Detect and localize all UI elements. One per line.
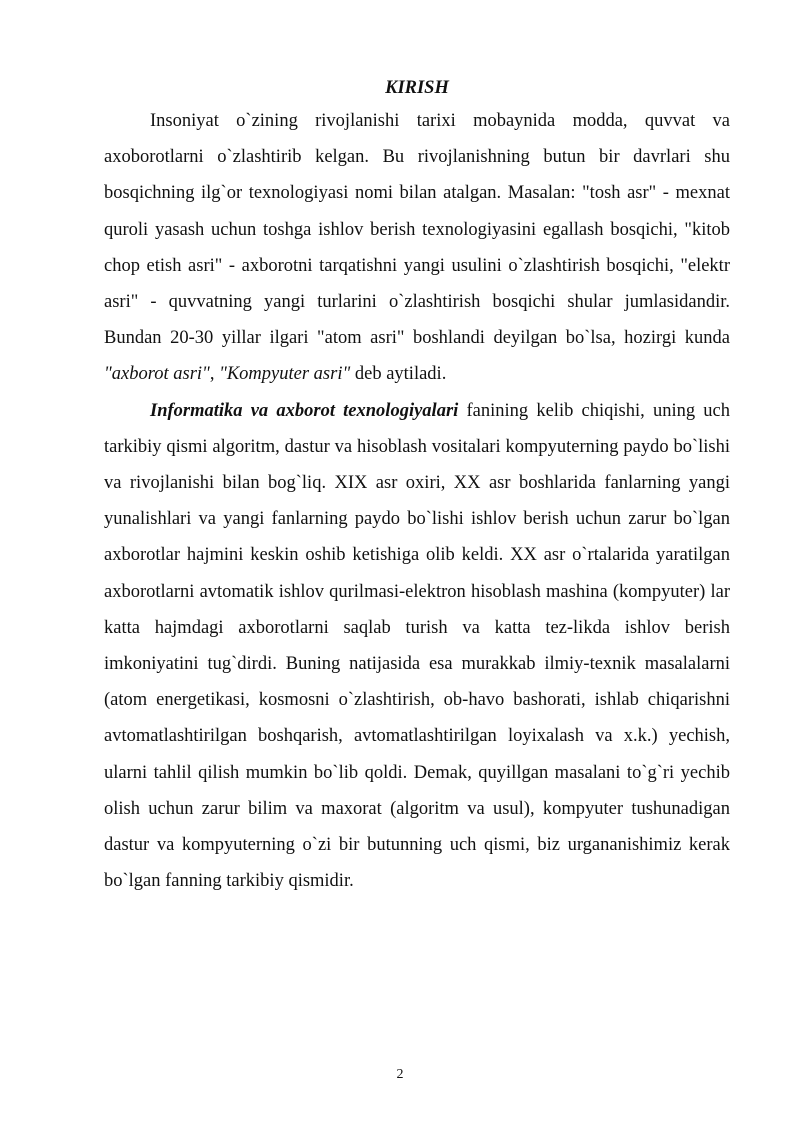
paragraph-informatika bbox=[104, 393, 730, 900]
page-number: 2 bbox=[396, 1067, 404, 1082]
emphasis-axborot-asri: "axborot asri" bbox=[104, 364, 210, 385]
emphasis-kompyuter-asri: "Kompyuter asri" bbox=[219, 364, 351, 385]
document-page bbox=[104, 74, 730, 899]
paragraph-informatika-text: fanining kelib chiqishi, uning uch tarkibiy qismi algoritm, dastur va hisoblash vositalari kompyuterning paydo bo`lishi va rivojlanishi bilan bog`liq. XIX asr oxiri, XX asr boshlarida fanlarning yangi yunalishlari va yangi fanlarning paydo bo`lishi ishlov berish uchun zarur bo`lgan axborotlar hajmini keskin oshib ketishiga olib keldi. XX asr o`rtalarida yaratilgan axborotlarni avtomatik ishlov qurilmasi-elektron hisoblash mashina (kompyuter) lar katta hajmdagi axborotlarni saqlab turish va katta tez-likda ishlov berish imkoniyatini tug`dirdi. Buning natijasida esa murakkab ilmiy-texnik masalalarni (atom energetikasi, kosmosni o`zlashtirish, ob-havo bashorati, ishlab chiqarishni avtomatlashtirilgan boshqarish, avtomatlashtirilgan loyixalash va x.k.) yechish, ularni tahlil qilish mumkin bo`lib qoldi. Demak, quyillgan masalani to`g`ri yechib olish uchun zarur bilim va maxorat (algoritm va usul), kompyuter tushunadigan dastur va kompyuterning o`zi bir butunning uch qismi, biz urgananishimiz kerak bo`lgan fanning tarkibiy qismidir. bbox=[104, 400, 731, 892]
subject-term: Informatika va axborot texnologiyalari bbox=[150, 400, 459, 421]
document-title: KIRISH bbox=[385, 78, 449, 98]
paragraph-intro-ending: deb aytiladi. bbox=[350, 364, 447, 385]
paragraph-intro-text: Insoniyat o`zining rivojlanishi tarixi mobaynida modda, quvvat va axoborotlarni o`zlashtirib kelgan. Bu rivojlanishning butun bir davrlari shu bosqichning ilg`or texnologiyasi nomi bilan atalgan. Masalan: "tosh asr" - mexnat quroli yasash uchun toshga ishlov berish texnologiyasini egallash bosqichi, "kitob chop etish asri" - axborotni tarqatishni yangi usulini o`zlashtirish bosqichi, "elektr asri" - quvvatning yangi turlarini o`zlashtirish bosqichi shular jumlasidandir. Bundan 20-30 yillar ilgari "atom asri" boshlandi deyilgan bo`lsa, hozirgi kunda bbox=[104, 111, 730, 349]
paragraph-intro bbox=[104, 103, 730, 393]
emphasis-separator: , bbox=[209, 364, 220, 385]
